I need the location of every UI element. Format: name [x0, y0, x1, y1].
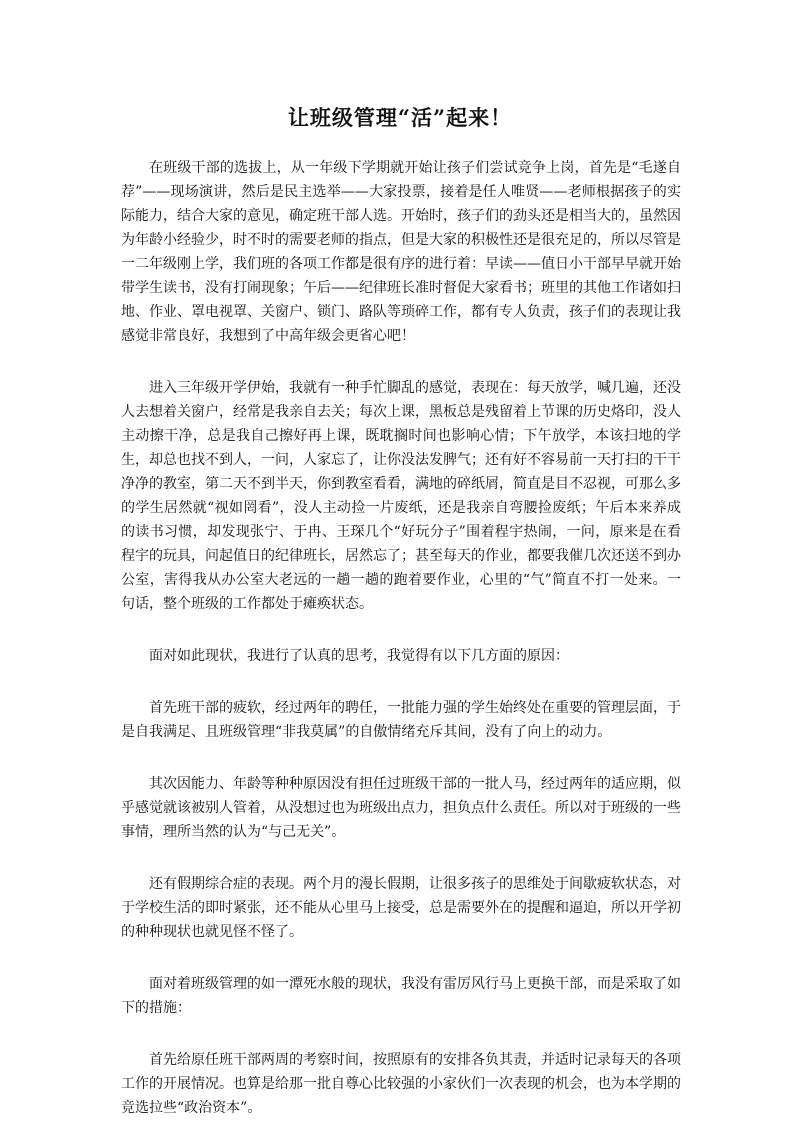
document-title: 让班级管理“活”起来！ — [287, 105, 513, 130]
paragraph: 在班级干部的选拔上，从一年级下学期就开始让孩子们尝试竞争上岗，首先是“毛遂自荐”——现场演讲，然后是民主选举——大家投票，接着是任人唯贤——老师根据孩子的实际能力，结合大家的意见，确定班干部人选。开始时，孩子们的劲头还是相当大的，虽然因为年龄小经验少，时不时的需要老师的指点，但是大家的积极性还是很充足的，所以尽管是一二年级刚上学，我们班的各项工作都是很有序的进行着：早读——值日小干部早早就开始带学生读书，没有打闹现象；午后——纪律班长准时督促大家看书；班里的其他工作诸如扫地、作业、罩电视罩、关窗户、锁门、路队等琐碎工作，都有专人负责，孩子们的表现让我感觉非常良好，我想到了中高年级会更省心吧！ — [121, 160, 681, 344]
paragraph: 面对着班级管理的如一潭死水般的现状，我没有雷厉风行马上更换干部，而是采取了如下的措施： — [121, 976, 681, 1016]
paragraph: 面对如此现状，我进行了认真的思考，我觉得有以下几方面的原因： — [149, 648, 569, 664]
document-body — [121, 156, 681, 1148]
paragraph: 还有假期综合症的表现。两个月的漫长假期，让很多孩子的思维处于间歇疲软状态，对于学校生活的即时紧张，还不能从心里马上接受，总是需要外在的提醒和逼迫，所以开学初的种种现状也就见怪不怪了。 — [121, 876, 681, 940]
paragraph: 进入三年级开学伊始，我就有一种手忙脚乱的感觉，表现在：每天放学，喊几遍，还没人去想着关窗户，经常是我亲自去关；每次上课，黑板总是残留着上节课的历史烙印，没人主动擦干净，总是我自己擦好再上课，既耽搁时间也影响心情；下午放学，本该扫地的学生，却总也找不到人，一问，人家忘了，让你没法发脾气；还有好不容易前一天打扫的干干净净的教室，第二天不到半天，你到教室看看，满地的碎纸屑，简直是目不忍视，可那么多的学生居然就“视如罔看”，没人主动捡一片废纸，还是我亲自弯腰捡废纸；午后本来养成的读书习惯，却发现张宁、于冉、王琛几个“好玩分子”围着程宇热闹，一问，原来是在看程宇的玩具，问起值日的纪律班长，居然忘了；甚至每天的作业，都要我催几次还送不到办公室，害得我从办公室大老远的一趟一趟的跑着要作业，心里的“气”简直不打一处来。一句话，整个班级的工作都处于瘫痪状态。 — [121, 380, 681, 612]
paragraph: 其次因能力、年龄等种种原因没有担任过班级干部的一批人马，经过两年的适应期，似乎感觉就该被别人管着，从没想过也为班级出点力，担负点什么责任。所以对于班级的一些事情，理所当然的认为“与己无关”。 — [121, 776, 681, 840]
paragraph: 首先班干部的疲软，经过两年的聘任，一批能力强的学生始终处在重要的管理层面，于是自我满足、且班级管理“非我莫属”的自傲情绪充斥其间，没有了向上的动力。 — [121, 700, 681, 740]
paragraph: 首先给原任班干部两周的考察时间，按照原有的安排各负其责，并适时记录每天的各项工作的开展情况。也算是给那一批自尊心比较强的小家伙们一次表现的机会，也为本学期的竞选拉些“政治资本”。 — [121, 1052, 681, 1116]
